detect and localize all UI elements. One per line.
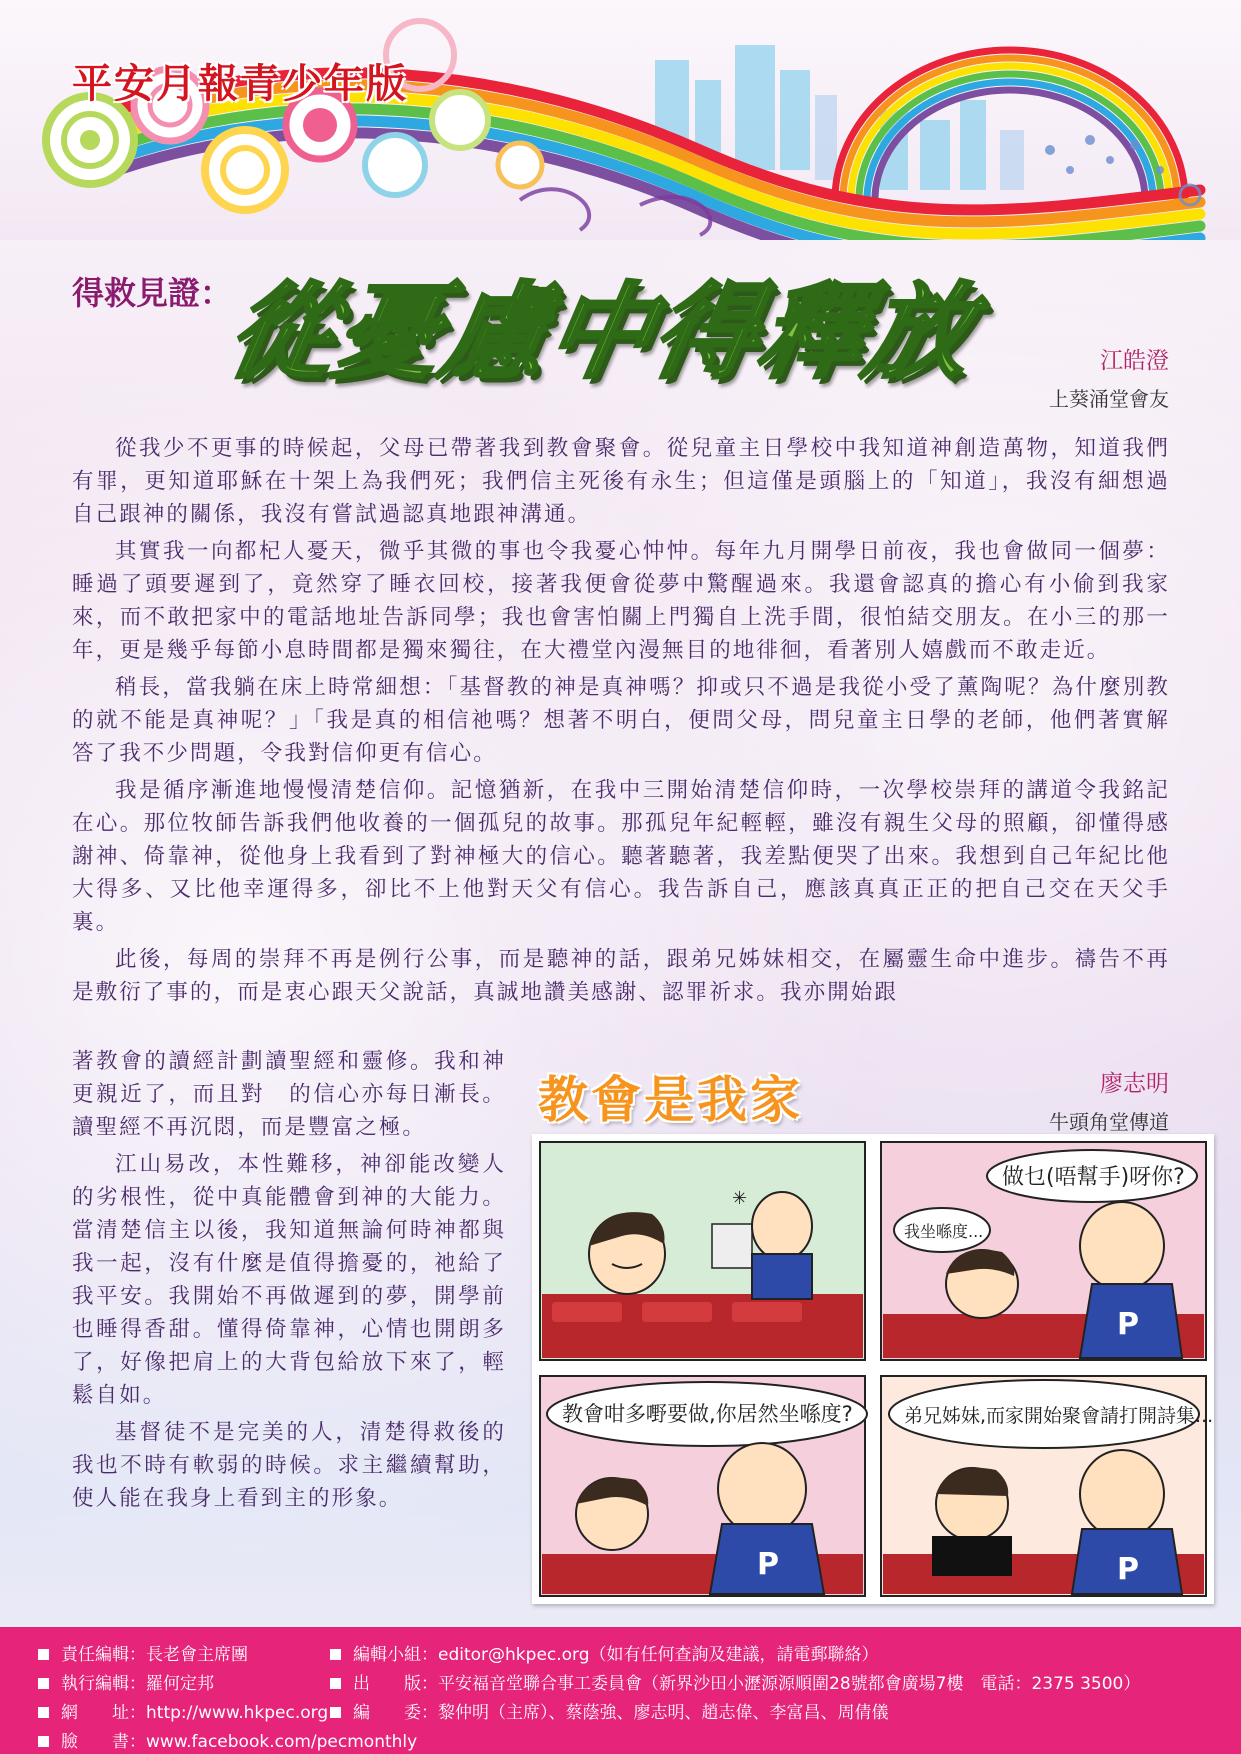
svg-text:✳: ✳ [732, 1188, 748, 1209]
article-body-column [72, 1045, 506, 1519]
comic-byline [1049, 1065, 1169, 1135]
article-paragraph: 此後，每周的崇拜不再是例行公事，而是聽神的話，跟弟兄姊妹相交，在屬靈生命中進步。禱告不再是敷衍了事的，而是衷心跟天父說話，真誠地讚美感謝、認罪祈求。我亦開始跟 [72, 947, 1170, 1005]
facebook-link[interactable]: www.facebook.com/pecmonthly [146, 1732, 418, 1752]
article-paragraph: 其實我一向都杞人憂天，微乎其微的事也令我憂心忡忡。每年九月開學日前夜，我也會做同一個夢：睡過了頭要遲到了，竟然穿了睡衣回校，接著我便會從夢中驚醒過來。我還會認真的擔心有小偷到我家來，而不敢把家中的電話地址告訴同學；我也會害怕關上門獨自上洗手間，很怕結交朋友。在小三的那一年，更是幾乎每節小息時間都是獨來獨往，在大禮堂內漫無目的地徘徊，看著別人嬉戲而不敢走近。 [72, 539, 1170, 663]
comic-strip [532, 1134, 1214, 1604]
article-paragraph: 著教會的讀經計劃讀聖經和靈修。我和神更親近了，而且對 的信心亦每日漸長。讀聖經不再沉悶，而是豐富之極。 [72, 1049, 506, 1140]
footer-credit-row: 責任編輯：長老會主席團 [38, 1640, 248, 1665]
shirt-letter: P [1117, 1307, 1139, 1342]
comic-panel-4 [881, 1376, 1214, 1596]
article-paragraph: 稍長，當我躺在床上時常細想：「基督教的神是真神嗎？抑或只不過是我從小受了薰陶呢？為什麼別教的就不能是真神呢？」「我是真的相信祂嗎？想著不明白，便問父母，問兒童主日學的老師，他們著實解答了我不少問題，令我對信仰更有信心。 [72, 675, 1170, 766]
speech-bubble-text: 教會咁多嘢要做,你居然坐喺度? [562, 1402, 853, 1426]
shirt-letter: P [757, 1547, 779, 1582]
article-author-church: 上葵涌堂會友 [1049, 387, 1169, 411]
comic-panel-2 [881, 1142, 1206, 1360]
footer-credits [0, 1627, 1241, 1754]
article-paragraph: 江山易改，本性難移，神卻能改變人的劣根性，從中真能體會到神的大能力。當清楚信主以後，我知道無論何時神都與我一起，沒有什麼是值得擔憂的，祂給了我平安。我開始不再做遲到的夢，開學前也睡得香甜。懂得倚靠神，心情也開朗多了，好像把肩上的大背包給放下來了，輕鬆自如。 [72, 1152, 506, 1408]
footer-credit-row: 編輯小組：editor@hkpec.org（如有任何查詢及建議，請電郵聯絡） [330, 1640, 879, 1665]
comic-author-name: 廖志明 [1100, 1071, 1169, 1097]
shirt-letter: P [1117, 1552, 1139, 1587]
article-paragraph: 基督徒不是完美的人，清楚得救後的我也不時有軟弱的時候。求主繼續幫助，使人能在我身上看到主的形象。 [72, 1420, 506, 1511]
article-body [72, 432, 1170, 1013]
article-headline: 從憂慮中得釋放 [219, 271, 984, 393]
comic-title: 教會是我家 [538, 1071, 803, 1129]
article-author-name: 江皓澄 [1100, 348, 1169, 374]
article-paragraph: 從我少不更事的時候起，父母已帶著我到教會聚會。從兒童主日學校中我知道神創造萬物，知道我們有罪，更知道耶穌在十架上為我們死；我們信主死後有永生；但這僅是頭腦上的「知道」，我沒有細想過自己跟神的關係，我沒有嘗試過認真地跟神溝通。 [72, 436, 1170, 527]
editor-email-link[interactable]: editor@hkpec.org（如有任何查詢及建議，請電郵聯絡） [438, 1645, 879, 1665]
article-paragraph: 我是循序漸進地慢慢清楚信仰。記憶猶新，在我中三開始清楚信仰時，一次學校崇拜的講道令我銘記在心。那位牧師告訴我們他收養的一個孤兒的故事。那孤兒年紀輕輕，雖沒有親生父母的照顧，卻懂得感謝神、倚靠神，從他身上我看到了對神極大的信心。聽著聽著，我差點便哭了出來。我想到自己年紀比他大得多、又比他幸運得多，卻比不上他對天父有信心。我告訴自己，應該真真正正的把自己交在天父手裏。 [72, 778, 1170, 935]
footer-credit-row: 編 委：黎仲明（主席）、蔡蔭強、廖志明、趙志偉、李富昌、周倩儀 [330, 1698, 889, 1723]
footer-credit-row: 執行編輯：羅何定邦 [38, 1669, 214, 1694]
comic-author-church: 牛頭角堂傳道 [1049, 1110, 1169, 1134]
footer-credit-row: 臉 書：www.facebook.com/pecmonthly [38, 1727, 417, 1752]
rainbow-city-banner [0, 0, 1241, 240]
masthead-title: 平安月報青少年版 [72, 61, 408, 107]
article-byline [1049, 342, 1169, 412]
footer-credit-row: 網 址：http://www.hkpec.org [38, 1698, 328, 1723]
speech-bubble-text: 做乜(唔幫手)呀你? [1002, 1165, 1185, 1190]
article-category-label: 得救見證： [72, 274, 233, 312]
website-link[interactable]: http://www.hkpec.org [146, 1703, 329, 1723]
footer-credit-row: 出 版：平安福音堂聯合事工委員會（新界沙田小瀝源源順圍28號都會廣場7樓 電話：2375 3500） [330, 1669, 1140, 1694]
speech-bubble-text: 弟兄姊妹,而家開始聚會請打開詩集...... [904, 1405, 1214, 1427]
speech-bubble-text: 我坐喺度... [904, 1222, 984, 1241]
comic-panel-3 [540, 1376, 867, 1596]
comic-panel-1 [540, 1142, 865, 1360]
